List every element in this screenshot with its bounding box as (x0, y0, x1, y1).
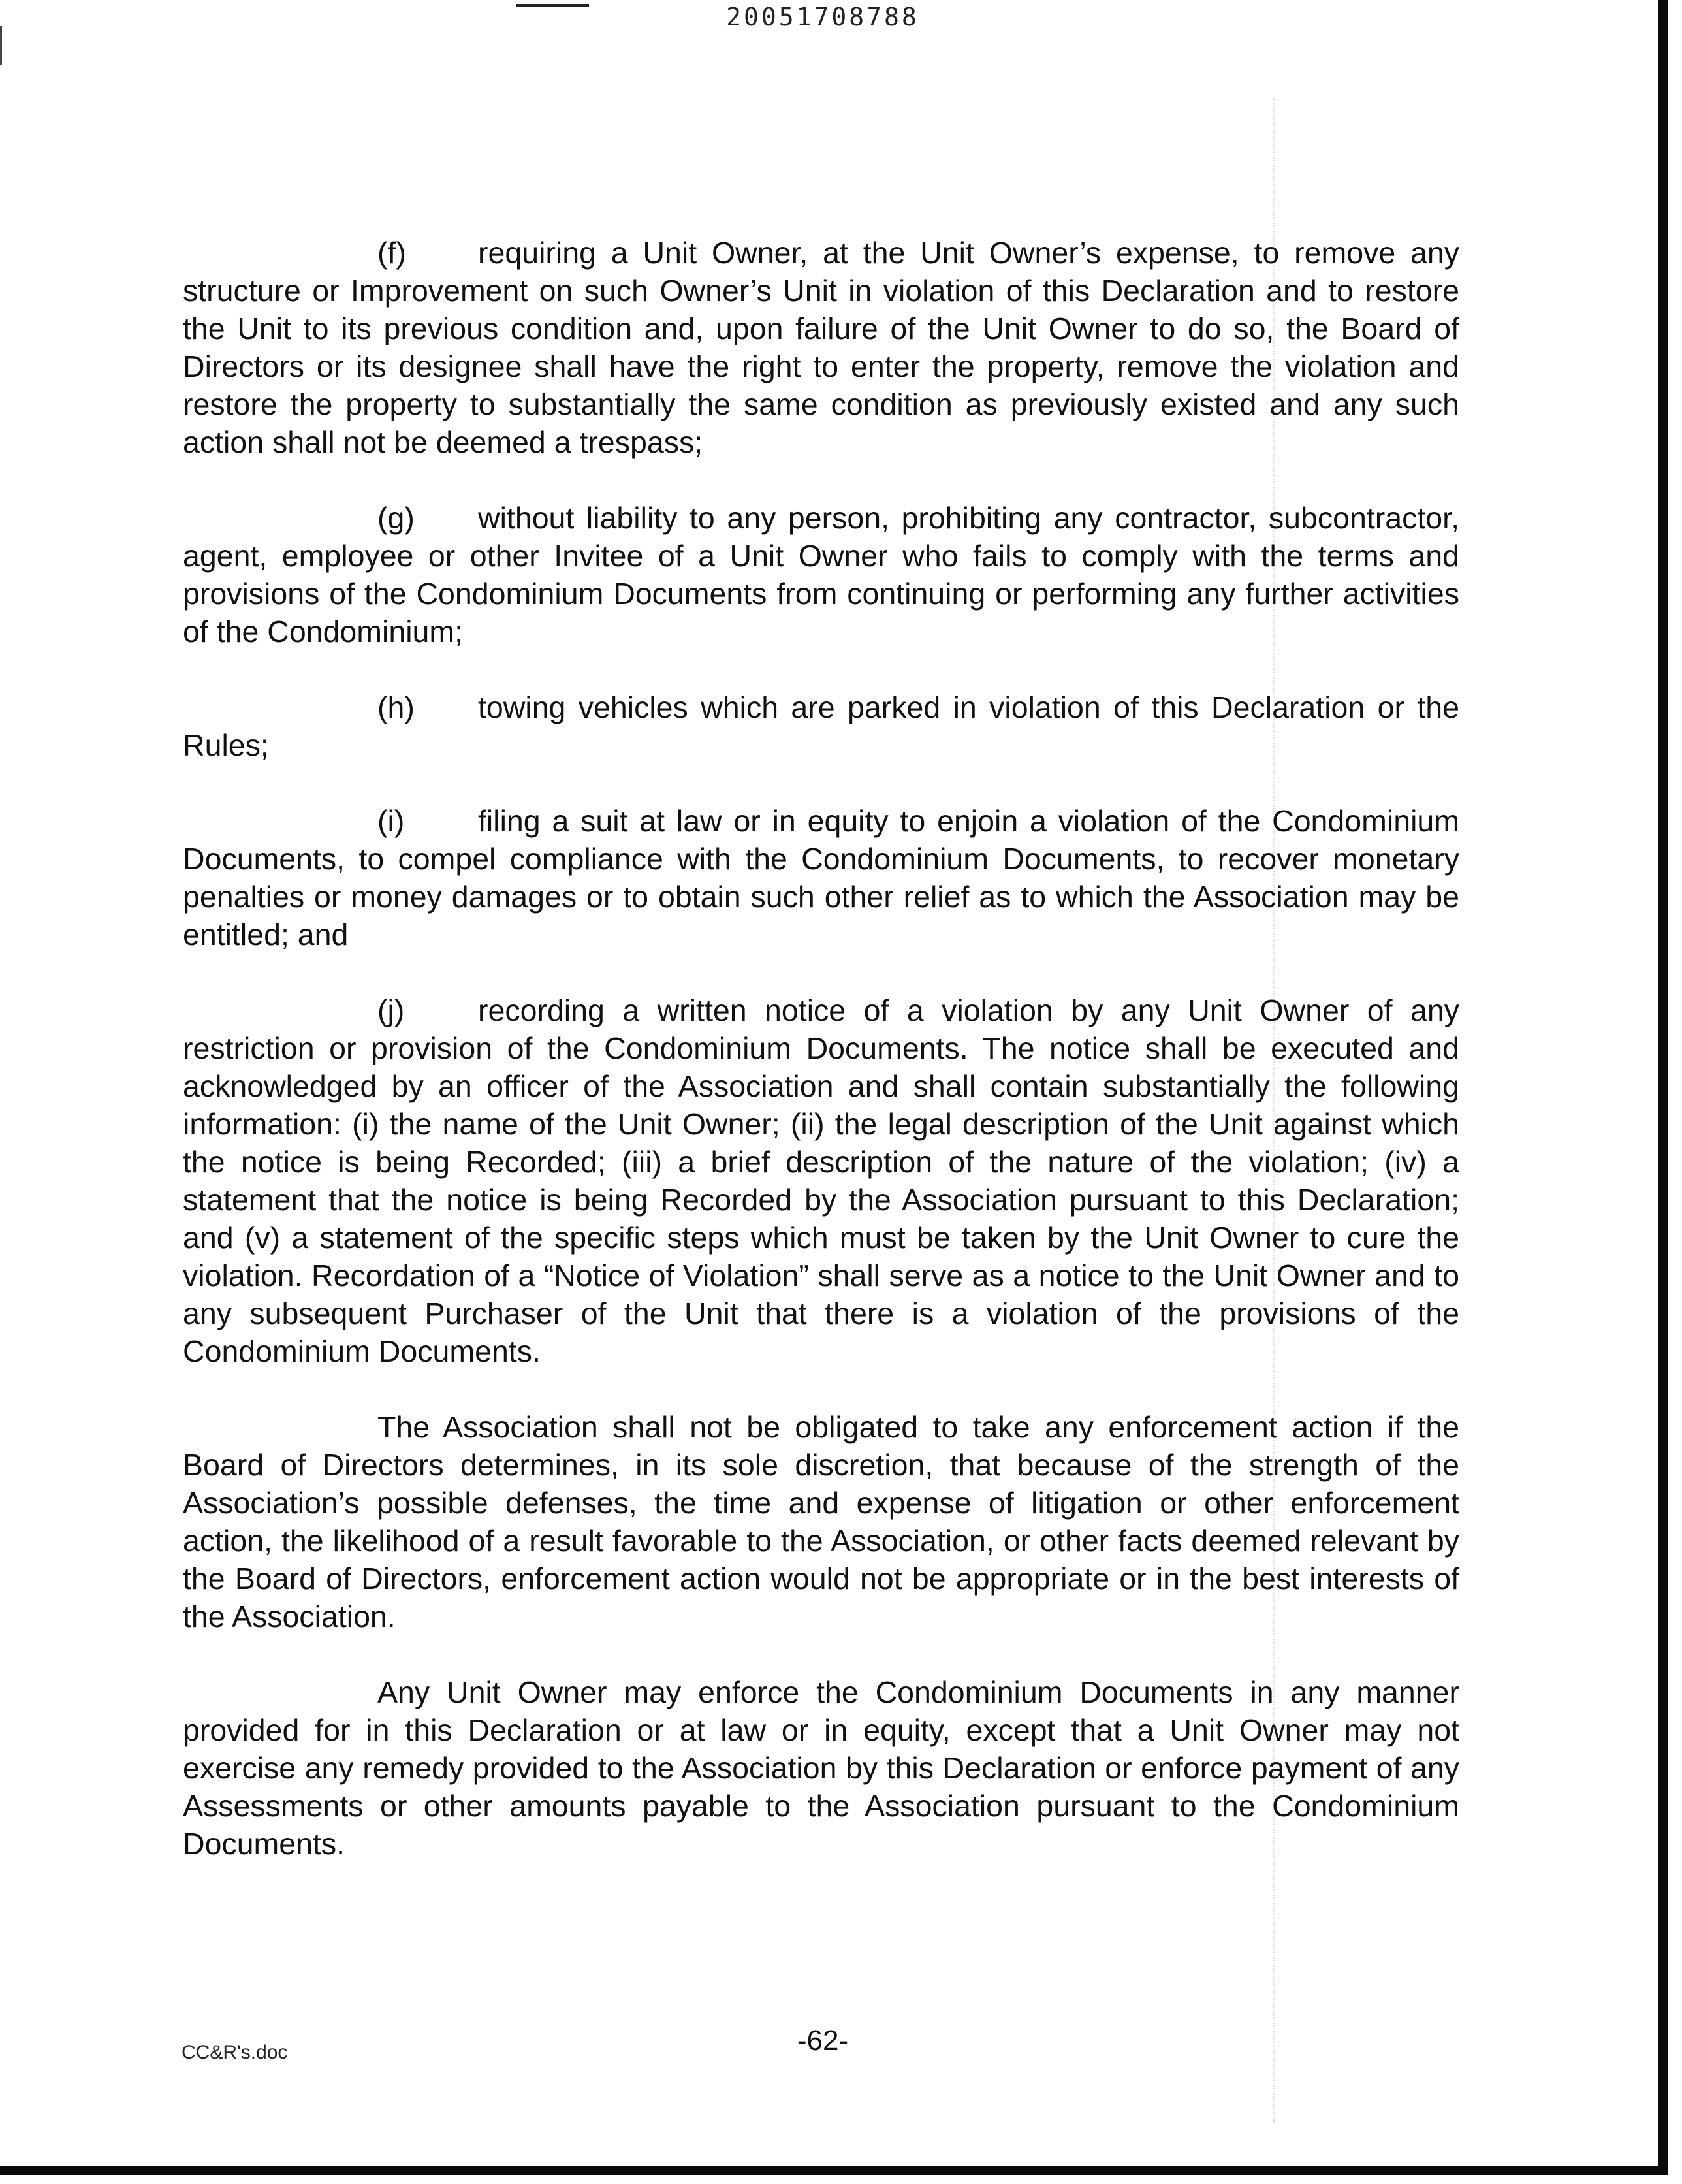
paragraph-text: towing vehicles which are parked in violation of this Declaration or the Rules; (183, 690, 1459, 762)
paragraph-i (183, 802, 1459, 954)
paragraph-g (183, 499, 1459, 650)
scan-edge-mark (0, 26, 2, 65)
paragraph-label: (g) (377, 501, 415, 535)
paragraph-label: (f) (377, 236, 406, 270)
document-body (183, 234, 1459, 1901)
paragraph-text: filing a suit at law or in equity to enjoin a violation of the Condominium Documents, to compel compliance with the Condominium Documents, to recover monetary penalties or money damages or to obtain such other relief as to which the Association may be entitled; and (183, 804, 1459, 952)
footer-file-name: CC&R's.doc (182, 2042, 288, 2063)
page-number: -62- (797, 2025, 849, 2057)
scan-right-border (1658, 0, 1668, 2175)
paragraph-j (183, 991, 1459, 1370)
paragraph-enforcement-discretion: The Association shall not be obligated to take any enforcement action if the Board of Directors determines, in its sole discretion, that because of the strength of the Association’s possible defenses, the time and expense of litigation or other enforcement action, the likelihood of a result favorable to the Association, or other facts deemed relevant by the Board of Directors, enforcement action would not be appropriate or in the best interests of the Association. (183, 1410, 1459, 1633)
paragraph-text: recording a written notice of a violation by any Unit Owner of any restriction or provision of the Condominium Documents. The notice shall be executed and acknowledged by an officer of the Association and shall contain substantially the following information: (i) the name of the Unit Owner; (ii) the legal description of the Unit against which the notice is being Recorded; (iii) a brief description of the nature of the violation; (iv) a statement that the notice is being Recorded by the Association pursuant to this Declaration; and (v) a statement of the specific steps which must be taken by the Unit Owner to cure the violation. Recordation of a “Notice of Violation” shall serve as a notice to the Unit Owner and to any subsequent Purchaser of the Unit that there is a violation of the provisions of the Condominium Documents. (183, 993, 1459, 1368)
paragraph-h (183, 688, 1459, 764)
paragraph-label: (j) (377, 993, 405, 1027)
paragraph-text: requiring a Unit Owner, at the Unit Owner’s expense, to remove any structure or Improvement on such Owner’s Unit in violation of this Declaration and to restore the Unit to its previous condition and, upon failure of the Unit Owner to do so, the Board of Directors or its designee shall have the right to enter the property, remove the violation and restore the property to substantially the same condition as previously existed and any such action shall not be deemed a trespass; (183, 236, 1459, 459)
paragraph-text: without liability to any person, prohibiting any contractor, subcontractor, agent, employee or other Invitee of a Unit Owner who fails to comply with the terms and provisions of the Condominium Documents from continuing or performing any further activities of the Condominium; (183, 501, 1459, 649)
paragraph-label: (i) (377, 804, 405, 838)
paragraph-f (183, 234, 1459, 461)
paragraph-label: (h) (377, 690, 415, 724)
scan-bottom-border (0, 2166, 1668, 2175)
paragraph-owner-enforcement: Any Unit Owner may enforce the Condominium Documents in any manner provided for in this Declaration or at law or in equity, except that a Unit Owner may not exercise any remedy provided to the Association by this Declaration or enforce payment of any Assessments or other amounts payable to the Association pursuant to the Condominium Documents. (183, 1675, 1459, 1861)
document-number: 20051708788 (726, 3, 919, 31)
